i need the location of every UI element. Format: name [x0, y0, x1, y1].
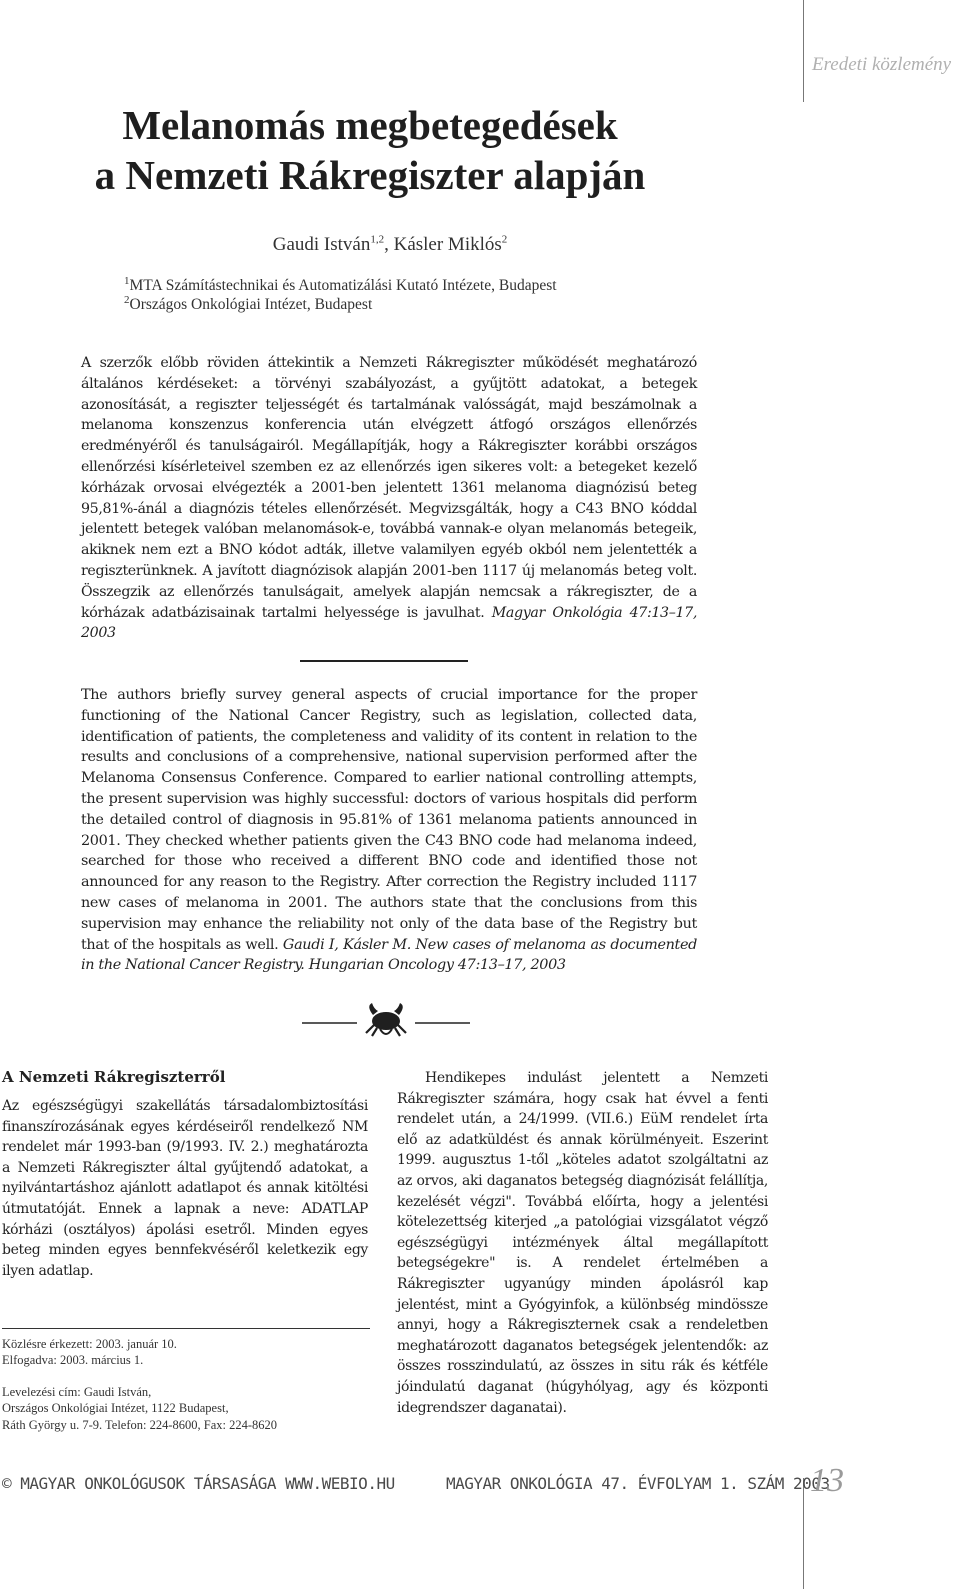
correspondence-address-line: Ráth György u. 7-9. Telefon: 224-8600, Fax: 224-8620	[2, 1417, 278, 1432]
author-separator: ,	[384, 234, 394, 255]
right-column-text: Hendikepes indulást jelentett a Nemzeti Rákregiszter számára, hogy csak hat évvel a fenti rendelet után, a 24/1999. (VII.6.) EüM rendelet írta elő az adatküldést és annak körülményeit. Eszerint 1999. augusztus 1-től „köteles adatot szolgáltatni az az orvos, aki daganatos betegség diagnózisát felállítja, kezelését végzi". Továbbá előírta, hogy a jelentési kötelezettség kiterjed „a patológiai vizsgálatot végző egészségügyi intézmények által megállapított betegségekre" is. A rendelet értelmében a Rákregiszter ugyanúgy minden ápolásról kap jelentést, mint a Gyógyinfok, a különbség mindössze annyi, hogy a Rákregiszternek csak a rendeletben meghatározott daganatos betegségek jelentendők: az összes rosszindulatú, az összes in situ rák és kétféle jóindulatú daganat (húgyhólyag, agy és központi idegrendszer daganatai).	[397, 1070, 768, 1416]
affiliation-text: Országos Onkológiai Intézet, Budapest	[129, 296, 373, 313]
author-affiliation-marker: 2	[501, 233, 508, 246]
affiliation-number: 1	[124, 274, 130, 287]
title-line-1: Melanomás megbetegedések	[122, 102, 618, 148]
abstract-text: A szerzők előbb röviden áttekintik a Nemzeti Rákregiszter működését meghatározó általános kérdéseket: a törvényi szabályozást, a gyűjtött adatokat, a betegek azonosítását, a regiszter teljességét és tartalmának valósságát, majd beszámolnak a melanoma konszenzus konferencia után elvégzett átfogó országos ellenőrzés eredményéről és tanulságairól. Megállapítják, hogy a Rákregiszter korábbi országos ellenőrzési kísérleteivel szemben ez az ellenőrzés igen sikeres volt: a betegeket kezelő kórházak orvosai elvégezték a 2001-ben jelentett 1361 melanoma diagnózisú beteg 95,81%-ánál a diagnózis tételes ellenőrzését. Megvizsgálták, hogy a C43 BNO kóddal jelentett betegek valóban melanomások-e, továbbá vannak-e olyan melanomás betegeik, akiknek nem ezt a BNO kódot adták, illetve valamilyen egyéb okból nem jelentették a regiszterünknek. A javított diagnózisok alapján 2001-ben 1117 új melanomás beteg volt. Összegzik az ellenőrzés tanulságait, amelyek alapján nemcsak a rákregiszter, de a kórházak adatbázisainak tartalmi helyessége is javulhat.	[81, 355, 697, 621]
affiliation-text: MTA Számítástechnikai és Automatizálási Kutató Intézete, Budapest	[129, 277, 557, 294]
section-ornament	[302, 1003, 470, 1039]
section-heading: A Nemzeti Rákregiszterről	[2, 1068, 226, 1086]
abstract-text: The authors briefly survey general aspects of crucial importance for the proper functioning of the National Cancer Registry, such as legislation, collected data, identification of patients, the completeness and validity of its content in relation to the results and conclusions of a comprehensive, national supervision performed after the Melanoma Consensus Conference. Compared to earlier national controlling attempts, the present supervision was highly successful: doctors of various hospitals did perform the detailed control of diagnosis in 95.81% of 1361 melanoma patients announced in 2001. They checked whether patients given the C43 BNO code had melanoma indeed, searched for those who received a different BNO code and identified those not announced for any reason to the Registry. After correction the Registry included 1117 new cases of melanoma in 2001. The authors state that the conclusions from this supervision may enhance the reliability not only of the data base of the Registry but that of the hospitals as well.	[81, 687, 697, 953]
spacer	[2, 1369, 277, 1384]
abstract-hungarian	[81, 353, 697, 644]
correspondence-address-line: Levelezési cím: Gaudi István,	[2, 1384, 152, 1399]
article-title	[30, 100, 710, 200]
affiliation-2	[124, 295, 557, 314]
page-number: 13	[810, 1462, 844, 1499]
affiliations	[124, 276, 557, 314]
right-column	[397, 1068, 768, 1418]
margin-rule-top	[803, 0, 804, 102]
title-line-2: a Nemzeti Rákregiszter alapján	[94, 152, 646, 198]
left-column-text: Az egészségügyi szakellátás társadalombiztosítási finanszírozásának egyes kérdéseiről rendelkező NM rendelet már 1993-ban (9/1993. IV. 2.) meghatározta a Nemzeti Rákregiszter által gyűjtendő adatokat, a nyilvántartáshoz ajánlott adatlapot és annak kitöltési útmutatóját. Ennek a lapnak a neve: ADATLAP kórházi (osztályos) ápolási esetről. Minden egyes beteg minden egyes bennfekvéséről keletkezik egy ilyen adatlap.	[2, 1098, 368, 1279]
affiliation-number: 2	[124, 293, 130, 306]
abstract-citation: Magyar Onkológia 47:13–17, 2003	[81, 604, 697, 642]
page-footer	[0, 1470, 830, 1498]
affiliation-1	[124, 276, 557, 295]
left-column	[2, 1068, 368, 1281]
author-list	[80, 234, 700, 256]
accepted-date: Elfogadva: 2003. március 1.	[2, 1353, 144, 1368]
abstract-divider	[300, 660, 468, 662]
abstract-citation: Gaudi I, Kásler M. New cases of melanoma as documented in the National Cancer Registry. Hungarian Oncology 47:13–17, 2003	[81, 936, 697, 974]
received-date: Közlésre érkezett: 2003. január 10.	[2, 1337, 177, 1351]
receipt-info	[2, 1336, 277, 1433]
footer-journal: MAGYAR ONKOLÓGIA 47. ÉVFOLYAM 1. SZÁM 2003	[446, 1474, 830, 1493]
author-affiliation-marker: 1,2	[370, 233, 385, 246]
abstract-english	[81, 685, 697, 976]
crab-icon	[302, 1003, 470, 1039]
section-label: Eredeti közlemény	[812, 54, 952, 75]
author-name: Gaudi István	[272, 234, 371, 255]
receipt-divider	[2, 1328, 370, 1329]
footer-publisher: © MAGYAR ONKOLÓGUSOK TÁRSASÁGA WWW.WEBIO.HU	[2, 1474, 395, 1493]
margin-rule-bottom	[803, 1478, 804, 1589]
author-name: Kásler Miklós	[393, 234, 502, 255]
correspondence-address-line: Országos Onkológiai Intézet, 1122 Budapest,	[2, 1401, 229, 1416]
